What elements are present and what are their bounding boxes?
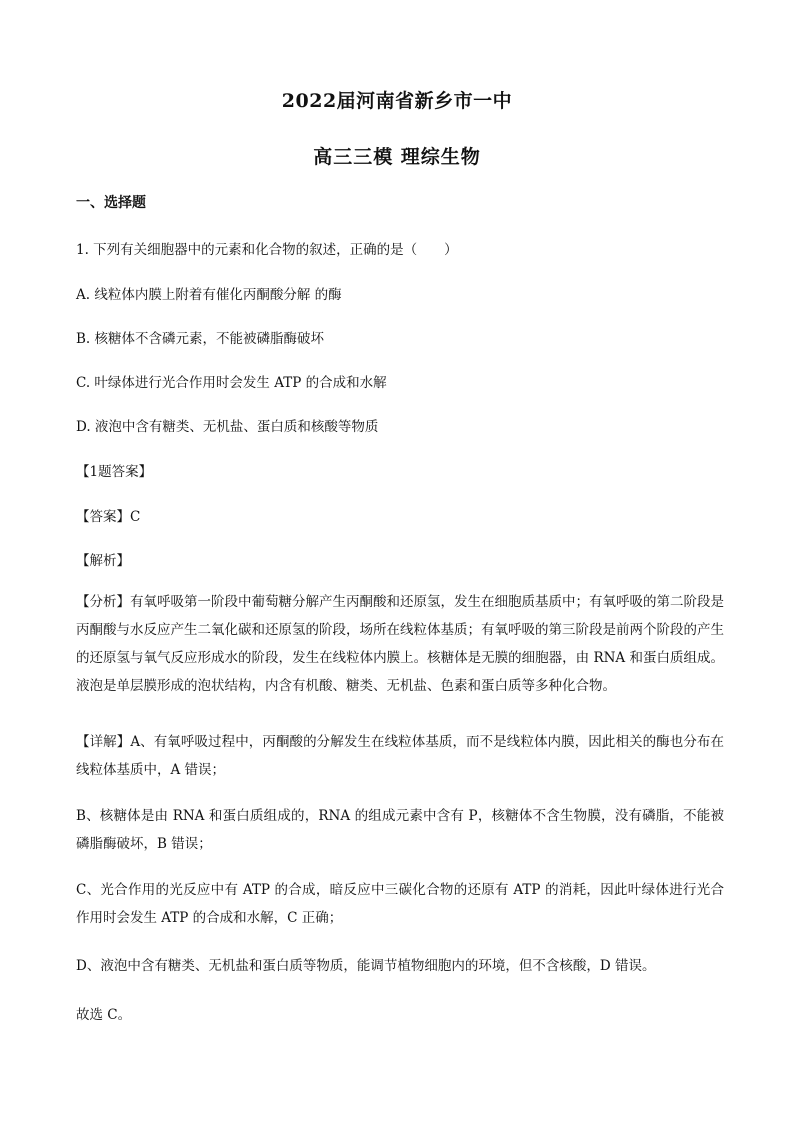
detail-a-paragraph: 【详解】A、有氧呼吸过程中，丙酮酸的分解发生在线粒体基质，而不是线粒体内膜，因此相关的酶也分布在线粒体基质中，A 错误； — [76, 734, 724, 778]
analysis-paragraph: 【分析】有氧呼吸第一阶段中葡萄糖分解产生丙酮酸和还原氢，发生在细胞质基质中；有氧呼吸的第二阶段是丙酮酸与水反应产生二氧化碳和还原氢的阶段，场所在线粒体基质；有氧呼吸的第三阶段是前两个阶段的产生的还原氢与氧气反应形成水的阶段，发生在线粒体内膜上。核糖体是无膜的细胞器，由 RNA 和蛋白质组成。液泡是单层膜形成的泡状结构，内含有机酸、糖类、无机盐、色素和蛋白质等多种化合物。 — [76, 594, 724, 694]
section-heading: 一、选择题 — [76, 195, 146, 211]
answer-line: 【答案】C — [76, 509, 141, 525]
option-a: A. 线粒体内膜上附着有催化丙酮酸分解 的酶 — [76, 287, 342, 303]
analysis-label: 【解析】 — [76, 553, 130, 569]
detail-b-paragraph: B、核糖体是由 RNA 和蛋白质组成的，RNA 的组成元素中含有 P，核糖体不含生物膜，没有磷脂，不能被磷脂酶破坏，B 错误； — [76, 808, 724, 852]
option-d: D. 液泡中含有糖类、无机盐、蛋白质和核酸等物质 — [76, 419, 379, 435]
answer-block-label: 【1题答案】 — [76, 464, 153, 480]
question-stem: 1. 下列有关细胞器中的元素和化合物的叙述，正确的是（ ） — [76, 242, 458, 258]
detail-d-paragraph: D、液泡中含有糖类、无机盐和蛋白质等物质，能调节植物细胞内的环境，但不含核酸，D 错误。 — [76, 958, 656, 974]
document-subtitle: 高三三模 理综生物 — [313, 146, 481, 168]
option-b: B. 核糖体不含磷元素，不能被磷脂酶破坏 — [76, 331, 325, 347]
document-title: 2022届河南省新乡市一中 — [281, 90, 513, 112]
option-c: C. 叶绿体进行光合作用时会发生 ATP 的合成和水解 — [76, 375, 387, 391]
detail-c-paragraph: C、光合作用的光反应中有 ATP 的合成，暗反应中三碳化合物的还原有 ATP 的消耗，因此叶绿体进行光合作用时会发生 ATP 的合成和水解，C 正确； — [76, 882, 724, 926]
conclusion-line: 故选 C。 — [76, 1007, 132, 1023]
